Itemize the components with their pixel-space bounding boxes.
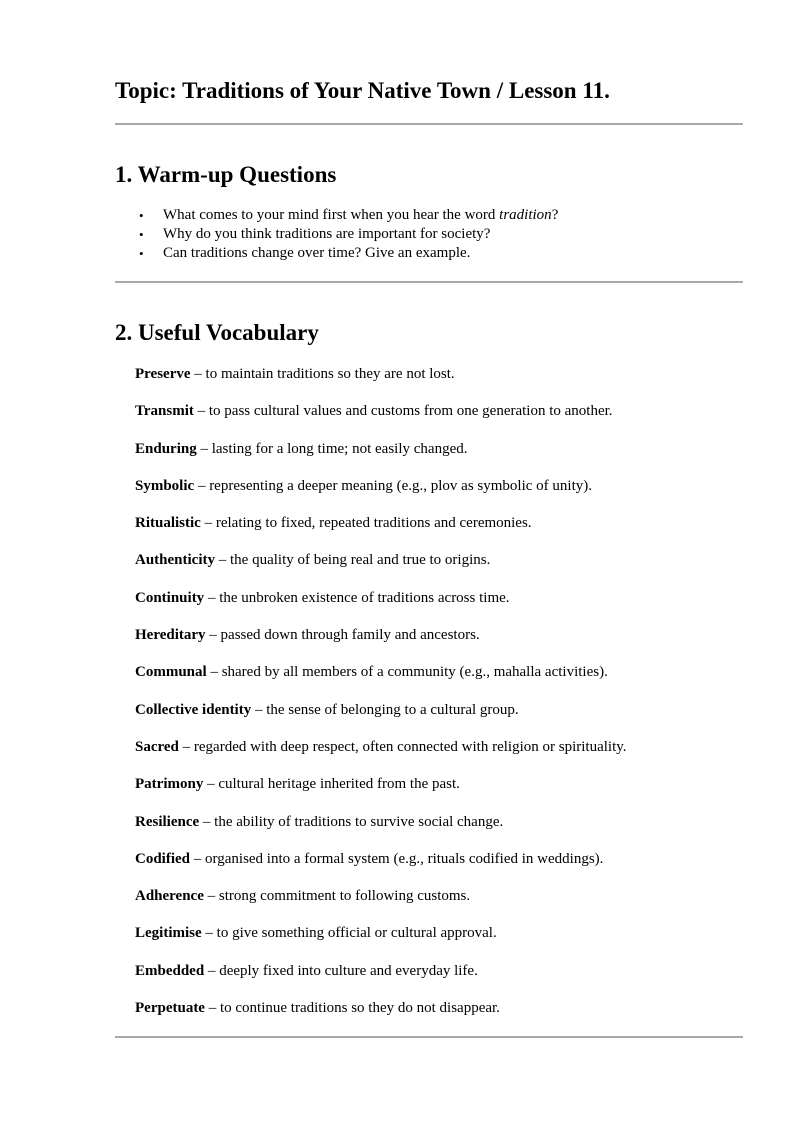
- divider-title: [115, 123, 743, 125]
- vocab-item: [135, 887, 627, 924]
- list-item: • Why do you think traditions are important for society?: [139, 226, 491, 242]
- vocab-item: [135, 663, 627, 700]
- bullet-icon: •: [139, 227, 144, 242]
- vocab-term: Legitimise: [135, 925, 202, 942]
- vocab-item: [135, 775, 627, 812]
- section-heading-vocabulary: 2. Useful Vocabulary: [115, 320, 319, 345]
- vocab-term: Ritualistic: [135, 515, 201, 532]
- vocab-item: [135, 514, 627, 551]
- vocab-term: Resilience: [135, 813, 200, 830]
- vocab-definition: – regarded with deep respect, often connected with religion or spirituality.: [178, 738, 627, 755]
- vocab-definition: – passed down through family and ancestors.: [205, 627, 480, 644]
- vocab-definition: – to give something official or cultural approval.: [201, 925, 497, 942]
- vocab-item: [135, 477, 627, 514]
- page-title: Topic: Traditions of Your Native Town / Lesson 11.: [115, 78, 610, 103]
- vocab-definition: – to continue traditions so they do not disappear.: [204, 1000, 500, 1017]
- vocab-term: Adherence: [135, 888, 204, 905]
- vocab-term: Continuity: [135, 589, 205, 606]
- vocab-term: Preserve: [135, 366, 191, 382]
- vocab-item: [135, 924, 627, 961]
- vocab-item: [135, 999, 627, 1036]
- vocab-item: [135, 962, 627, 999]
- vocab-term: Embedded: [135, 962, 205, 979]
- bullet-icon: •: [139, 208, 144, 223]
- vocab-definition: – lasting for a long time; not easily changed.: [196, 440, 468, 457]
- vocab-term: Patrimony: [135, 776, 204, 793]
- warmup-question-list: [139, 206, 558, 263]
- vocab-term: Collective identity: [135, 701, 252, 718]
- vocab-term: Authenticity: [135, 552, 215, 569]
- vocab-term: Sacred: [135, 738, 179, 755]
- divider-vocabulary: [115, 1036, 743, 1038]
- vocab-term: Codified: [135, 850, 191, 867]
- vocab-term: Hereditary: [135, 627, 206, 644]
- vocab-term: Transmit: [135, 403, 194, 420]
- vocab-item: [135, 701, 627, 738]
- vocab-term: Perpetuate: [135, 1000, 205, 1017]
- section-heading-warmup: 1. Warm-up Questions: [115, 162, 337, 187]
- vocab-item: [135, 850, 627, 887]
- vocab-term: Communal: [135, 664, 207, 681]
- list-item: • Can traditions change over time? Give an example.: [139, 245, 471, 261]
- vocab-definition: – deeply fixed into culture and everyday life.: [204, 962, 478, 979]
- vocab-definition: – representing a deeper meaning (e.g., plov as symbolic of unity).: [194, 477, 592, 494]
- vocab-definition: – cultural heritage inherited from the past.: [203, 776, 460, 793]
- vocab-definition: – strong commitment to following customs.: [203, 888, 471, 905]
- vocabulary-list: [135, 365, 627, 1036]
- vocab-item: [135, 589, 627, 626]
- list-item: • What comes to your mind first when you hear the word tradition?: [139, 207, 559, 223]
- vocab-definition: – shared by all members of a community (e.g., mahalla activities).: [206, 664, 608, 681]
- vocab-item: [135, 551, 627, 588]
- vocab-definition: – relating to fixed, repeated traditions and ceremonies.: [200, 515, 532, 532]
- vocab-definition: – the quality of being real and true to origins.: [215, 552, 491, 569]
- vocab-item: [135, 626, 627, 663]
- vocab-definition: – the unbroken existence of traditions across time.: [204, 589, 510, 606]
- vocab-definition: – the sense of belonging to a cultural group.: [251, 701, 519, 718]
- vocab-definition: – organised into a formal system (e.g., rituals codified in weddings).: [190, 850, 604, 867]
- vocab-definition: – to maintain traditions so they are not lost.: [190, 366, 455, 382]
- vocab-term: Enduring: [135, 440, 197, 457]
- vocab-definition: – the ability of traditions to survive social change.: [199, 813, 504, 830]
- vocab-term: Symbolic: [135, 477, 195, 494]
- bullet-icon: •: [139, 246, 144, 261]
- vocab-item: [135, 402, 627, 439]
- vocab-item: [135, 365, 627, 402]
- vocab-definition: – to pass cultural values and customs from one generation to another.: [193, 403, 613, 420]
- vocab-item: [135, 738, 627, 775]
- vocab-item: [135, 440, 627, 477]
- vocab-item: [135, 813, 627, 850]
- divider-warmup: [115, 281, 743, 283]
